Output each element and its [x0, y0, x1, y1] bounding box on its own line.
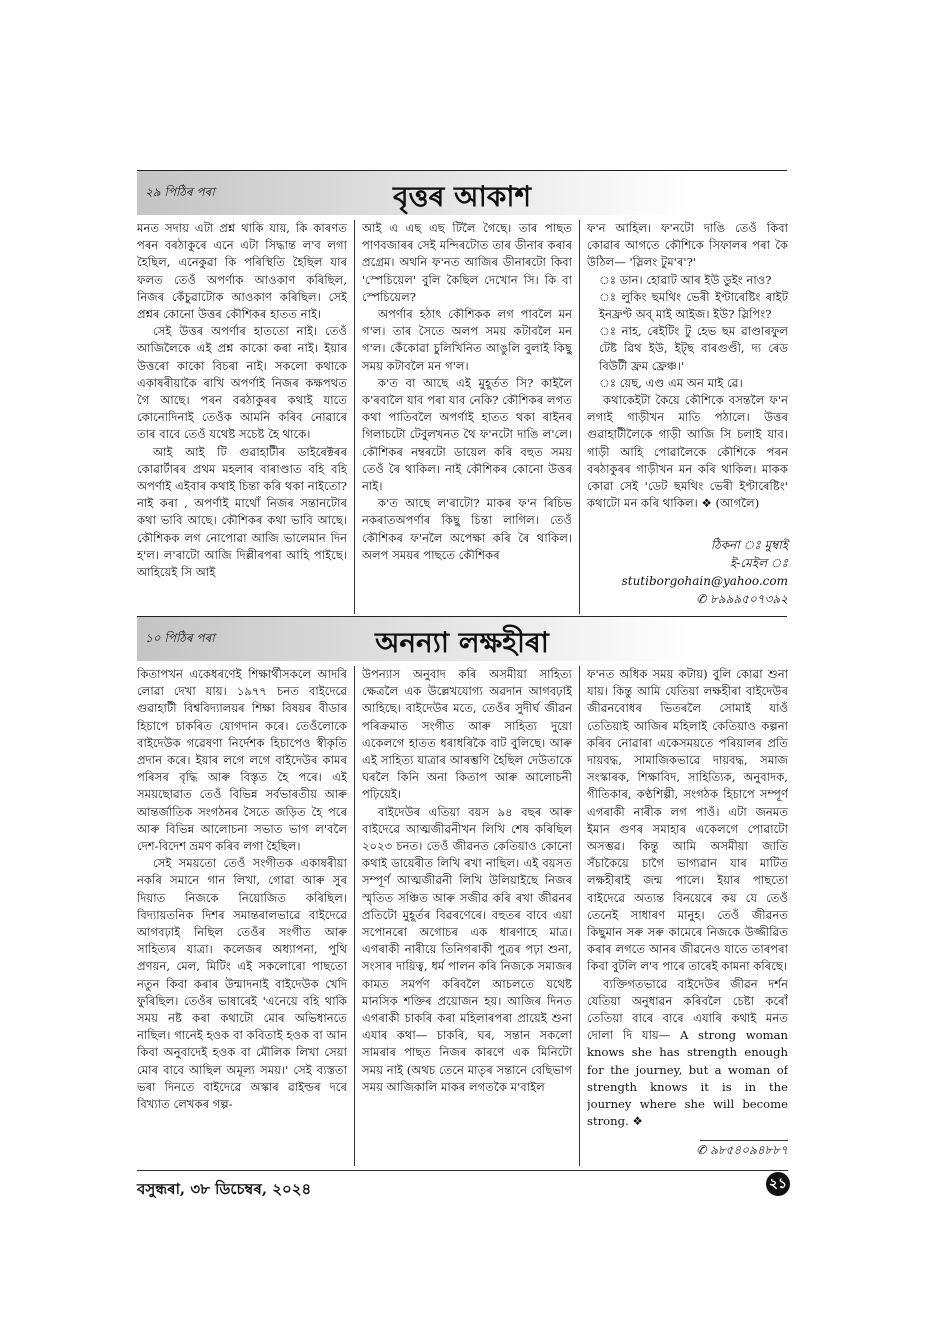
phone-rule	[700, 1140, 788, 1141]
story2-column-3	[587, 666, 788, 1138]
column-divider	[354, 666, 355, 1166]
paragraph: অপৰ্ণাৰ হঠাৎ কৌশিকক লগ পাবলৈ মন গ'ল। তাৰ সৈতে অলপ সময় কটাবলৈ মন গ'ল। কেঁকোৱা চুলিখিনিত আঙুলি বুলাই কিছু সময় কটাবলৈ মন গ'ল।	[362, 307, 572, 373]
paragraph: ফ'নত অধিক সময় কটায়) বুলি কোৱা শুনা যায়। কিন্তু আমি যেতিয়া লক্ষহীৰা বাইদেউৰ জীৱনবোধৰ ভিতৰলৈ সোমাই যাওঁ তেতিয়াই আজিৰ মহিলাই কেতিয়াও কল্পনা কৰিব নোৱাৰা একেসময়তে পৰিয়ালৰ প্ৰতি দায়বদ্ধ, সামাজিকভাৱে দায়বদ্ধ, সমাজ সংস্কাৰক, শিক্ষাবিদ, সাহিত্যিক, অনুবাদক, গীতিকাৰ, কণ্ঠশিল্পী, সংগঠক হিচাপে সম্পূৰ্ণ এগৰাকী নাৰীক লগ পাওঁ। এটা জনমত ইমান গুণৰ সমাহাৰ একেলগে পোৱাটো অসম্ভৱ। কিন্তু আমি অসমীয়া জাতি সঁচাকৈয়ে চাগৈ ভাগ্যৱান যাৰ মাটিত লক্ষহীৰাই জন্ম পালে। ইয়াৰ পাছতো বাইদেৱে অত্যন্ত বিনয়েৰে কয় যে তেওঁ তেনেই সাধাৰণ মানুহ। তেওঁ জীৱনত কিছুমান সৰু সৰু কামেৰে নিজকে উজ্জীৱিত কৰাৰ লগতে আনৰ জীৱনেও যাতে তাৰপৰা কিবা বুটলি ল'ব পাৰে তাৰেই কামনা কৰিছে।	[587, 667, 788, 974]
paragraph: ঃ লুকিং ছমথিং ভেৰী ইণ্টাৰেষ্টিং ৰাইট ইনফ্ৰণ্ট অব্ মাই আইজ। ইউ? স্লিপিং?	[599, 289, 788, 322]
paragraph: ঃ য়েছ, এণ্ড এম অন মাই ৱে।	[599, 375, 743, 390]
phone-number: ✆ ৯৮৫৪০৯৪৮৮৭	[696, 1143, 788, 1157]
paragraph: বাইদেউৰ এতিয়া বয়স ৯৪ বছৰ আৰু বাইদেৱে আত্মজীৱনীখন লিখি শেষ কৰিছিল ২০২৩ চনত। তেওঁ জীৱনত কেতিয়াও কোনো কথাই ডায়েৰীত লিখি ৰখা নাছিল। এই বয়সত সম্পূৰ্ণ আত্মজীৱনী লিখি উলিয়াইছে নিজৰ স্মৃতিত সঞ্চিত আৰু সজীৱ কৰি ৰখা জীৱনৰ প্ৰতিটো মুহূৰ্তৰ বিৱৰণেৰে। বহুতৰ বাবে এয়া সপোনৰো অগোচৰ এক ধাৰণাহে মাত্ৰ। এগৰাকী নাৰীয়ে তিনিগৰাকী পুত্ৰৰ পঢ়া শুনা, সংসাৰ দায়িত্ব, ধৰ্ম পালন কৰি নিজকে সমাজৰ কামত সমৰ্পণ কৰিবলৈ আচলতে যথেষ্ট মানসিক শক্তিৰ প্ৰয়োজন হয়। আজিৰ দিনত এগৰাকী চাকৰি কৰা মহিলাৰপৰা প্ৰায়েই শুনা এযাৰ কথা— চাকৰি, ঘৰ, সন্তান সকলো সামৰাৰ পাছত নিজৰ কাৰণে এক মিনিটো সময় নাই (অথচ তেনে মাতৃৰ সন্তানে বেছিভাগ সময় আজিকালি মাকৰ লগতকৈ ম'বাইল	[362, 804, 572, 1094]
story1-column-3	[587, 220, 788, 528]
story-title: বৃত্তৰ আকাশ	[392, 180, 532, 213]
story-title: অনন্যা লক্ষহীৰা	[375, 626, 549, 659]
paragraph: সেই সময়তো তেওঁ সংগীতক একাষৰীয়া নকৰি সমানে গান লিখা, গোৱা আৰু সুৰ দিয়াত নিজকে নিয়োজিত কৰিছিল। বিদ্যায়তনিক দিশৰ সমান্তৰালভাৱে বাইদেৱে আগবঢ়াই নিছিল তেওঁৰ সংগীত আৰু সাহিত্যৰ যাত্ৰা। কলেজৰ অধ্যাপনা, পুথি প্ৰণয়ন, মেল, মিটিং এই সকলোৰো পাছতো নতুন কিবা কৰাৰ উন্মাদনাই বাইদেউক খেদি ফুৰিছিল। তেওঁৰ ভাষাৰেই 'এনেয়ে বহি থাকি সময় নষ্ট কৰা কথাটো মোৰ অভিধানতে নাছিল। গানেই হওক বা কবিতাই হওক বা আন কিবা অনুবাদেই হওক বা মৌলিক লিখা সেয়া মোৰ বাবে আছিল অমূল্য সময়।' সেই ব্যস্ততা ভৰা দিনতে বাইদেৱে অস্কাৰ ৱাইল্ডৰ দৰে বিখ্যাত লেখকৰ গল্প-	[137, 856, 347, 1112]
footer-rule	[137, 1170, 788, 1171]
paragraph: কথাকেইটা কৈয়ে কৌশিকে বসন্তলৈ ফ'ন লগাই গাড়ীখন মাতি পঠালে। উত্তৰ গুৱাহাটীলৈকে গাড়ী আজি সি চলাই যাব। গাড়ী আহি পোৱালৈকে কৌশিকে পৰন বৰঠাকুৰৰ গাড়ীখন মন কৰি থাকিল। মাকক কোৱা সেই 'ডেট ছমথিং ভেৰী ইণ্টাৰেষ্টিং' কথাটো মন কৰি থাকিল। ❖ (আগলৈ)	[587, 393, 788, 511]
continued-from-label: ১০ পিঠিৰ পৰা	[145, 631, 215, 645]
paragraph: ব্যক্তিগতভাৱে বাইদেউৰ জীৱন দৰ্শন যেতিয়া অনুধাৱন কৰিবলৈ চেষ্টা কৰোঁ তেতিয়া বাৰে বাৰে এযাৰি কথাই মনত দোলা দি যায়— A strong woman knows she has strength enough for the journey, but a woman of strength knows it is in the journey where she will become strong. ❖	[587, 976, 788, 1129]
paragraph: ফ'ন আহিল। ফ'নটো দাঙি তেওঁ কিবা কোৱাৰ আগতে কৌশিকে সিফালৰ পৰা কৈ উঠিল— 'স্লিলং টুম'ৰ'?'	[587, 221, 788, 270]
email-address: stutiborgohain@yahoo.com	[621, 574, 788, 588]
author-contact	[590, 536, 788, 608]
paragraph: আই আই টি গুৱাহাটীৰ ডাইৰেক্টৰৰ কোৱাৰ্টাৰৰ প্ৰথম মহলাৰ বাৰাণ্ডাত বহি বহি অপৰ্ণাই এইবাৰ কথাই চিন্তা কৰি থকা নাইতো? নাই কৰা , অপৰ্ণাই মাথোঁ নিজৰ সন্তানটোৰ কথা ভাবি আছে। কৌশিকৰ কথা ভাবি আছে। কৌশিকক লগ নোপোৱা আজি ভালেমান দিন হ'ল। ল'ৰাটো আজি দিল্লীৰপৰা আহি পাইছে। আহিয়েই সি আই	[137, 444, 347, 580]
paragraph: ক'ত বা আছে এই মুহূৰ্তত সি? কাইলৈ ক'ৰবালৈ যাব পৰা যাব নেকি? কৌশিকৰ লগত কথা পাতিবলৈ অপৰ্ণাই হাতত থকা ৰাইনৰ গিলাচটো টেবুলখনত থৈ ফ'নটো দাঙি ল'লে। কৌশিকৰ নম্বৰটো ডায়েল কৰি বহুত সময় তেওঁ ৰৈ থাকিল। নাই কৌশিকৰ কোনো উত্তৰ নাই।	[362, 375, 572, 494]
publication-issue: বসুন্ধৰা, ৩৮ ডিচেম্বৰ, ২০২৪	[137, 1180, 312, 1198]
phone-number: ✆ ৮৯৯৯৫০৭৩৯২	[696, 592, 788, 606]
paragraph: মনত সদায় এটা প্ৰশ্ন থাকি যায়, কি কাৰণত পৰন বৰঠাকুৰে এনে এটা সিদ্ধান্ত ল'ব লগা হৈছিল, এনেকুৱা কি পৰিস্থিতি হৈছিল যাৰ ফলত তেওঁ অপৰ্ণাক আওকাণ কৰিছিল, নিজৰ কেঁচুৱাটোক আওকাণ কৰিছিল। সেই প্ৰশ্নৰ কোনো উত্তৰ কৌশিকৰ হাতত নাই।	[137, 221, 347, 322]
column-divider	[579, 220, 580, 614]
section-header-brittor-akash	[137, 170, 787, 215]
story1-column-2	[362, 220, 572, 614]
page-number: ২১	[766, 1172, 790, 1196]
address-line: ঠিকনা ঃ মুম্বাই	[710, 538, 788, 552]
paragraph: ক'ত আছে ল'ৰাটো? মাকৰ ফ'ন ৰিচিভ নকৰাতঅপৰ্ণাৰ কিছু চিন্তা লাগিল। তেওঁ কৌশিকৰ ফ'নলৈ অপেক্ষা কৰি ৰৈ থাকিল। অলপ সময়ৰ পাছতে কৌশিকৰ	[362, 496, 572, 562]
paragraph: ঃ ডান। হোৱাট আৰ ইউ ডুইং নাও?	[599, 272, 772, 287]
paragraph: সেই উত্তৰ অপৰ্ণাৰ হাততো নাই। তেওঁ আজিলৈকে এই প্ৰশ্ন কাকো কৰা নাই। ইয়াৰ উত্তৰো কাকো বিচৰা নাই। সকলো কথাকে একাষৰীয়াকৈ ৰাখি অপৰ্ণাই নিজৰ কক্ষপথত গৈ আছে। পৰন বৰঠাকুৰৰ কথাই যাতে কোনোদিনাই তেওঁক আমনি কৰিব নোৱাৰে তাৰ বাবে তেওঁ যথেষ্ট সচেষ্ট হৈ থাকে।	[137, 324, 347, 442]
story1-column-1	[137, 220, 347, 614]
story2-column-1	[137, 666, 347, 1166]
paragraph: ঃ নাহ, ৰেইটিং টু হেভ ছম ৱাণ্ডাৰফুল টেষ্ট ৱিথ ইউ, ইট্‌ছ বাৰগুণ্ডী, দ্য ৰেড বিউটী ফ্ৰম ফ্ৰেঞ্চ।'	[599, 324, 788, 373]
column-divider	[354, 220, 355, 614]
paragraph: কিতাপখন একেধৰণেই শিক্ষাৰ্থীসকলে আদৰি লোৱা দেখা যায়। ১৯৭৭ চনত বাইদেৱে গুৱাহাটী বিশ্ববিদ্যালয়ৰ শিক্ষা বিষয়ৰ বীডাৰ হিচাপে চাকৰিত যোগদান কৰে। তেওঁলোকে বাইদেউক গৱেষণা নিৰ্দেশক হিচাপেও স্বীকৃতি প্ৰদান কৰে। ইয়াৰ লগে লগে বাইদেউৰ কামৰ পৰিসৰ বৃদ্ধি আৰু বিস্তৃত হৈ পৰে। এই সময়ছোৱাত তেওঁ বিভিন্ন সৰ্বভাৰতীয় আৰু আন্তৰ্জাতিক সংগঠনৰ সৈতে জড়িত হৈ পৰে আৰু বিভিন্ন আলোচনা সভাত ভাগ ল'বলৈ দেশ-বিদেশ ভ্ৰমণ কৰিব লগা হৈছিল।	[137, 667, 347, 854]
email-label: ই-মেইল ঃ	[730, 556, 788, 570]
paragraph: উপন্যাস অনুবাদ কৰি অসমীয়া সাহিত্য ক্ষেত্ৰলৈ এক উল্লেখযোগ্য অৱদান আগবঢ়াই আহিছে। বাইদেউৰ মতে, তেওঁৰ সুদীৰ্ঘ জীৱন পৰিক্ৰমাত সংগীত আৰু সাহিত্য দুয়ো একেলগে হাতত ধৰাধৰিকৈ বাট বুলিছে। আৰু এই সাহিত্য যাত্ৰাৰ আৰম্ভণি হৈছিল দেউতাকে ঘৰলৈ কিনি অনা কিতাপ আৰু আলোচনী পঢ়িয়েই।	[362, 667, 572, 802]
paragraph: আই এ এছ এছ টিলৈ গৈছে। তাৰ পাছত পাণবজাৰৰ সেই মন্দিৰটোত তাৰ ডীনাৰ কৰাৰ প্ৰগ্ৰেম। অথনি ফ'নত আজিৰ ডীনাৰটো কিবা 'স্পেচিয়েল' বুলি কৈছিল দেখোন সি। কি বা স্পেচিয়েল?	[362, 221, 572, 304]
story2-column-2	[362, 666, 572, 1166]
section-header-ananya-lakshahira	[137, 616, 787, 661]
continued-from-label: ২৯ পিঠিৰ পৰা	[145, 185, 215, 199]
column-divider	[579, 666, 580, 1166]
